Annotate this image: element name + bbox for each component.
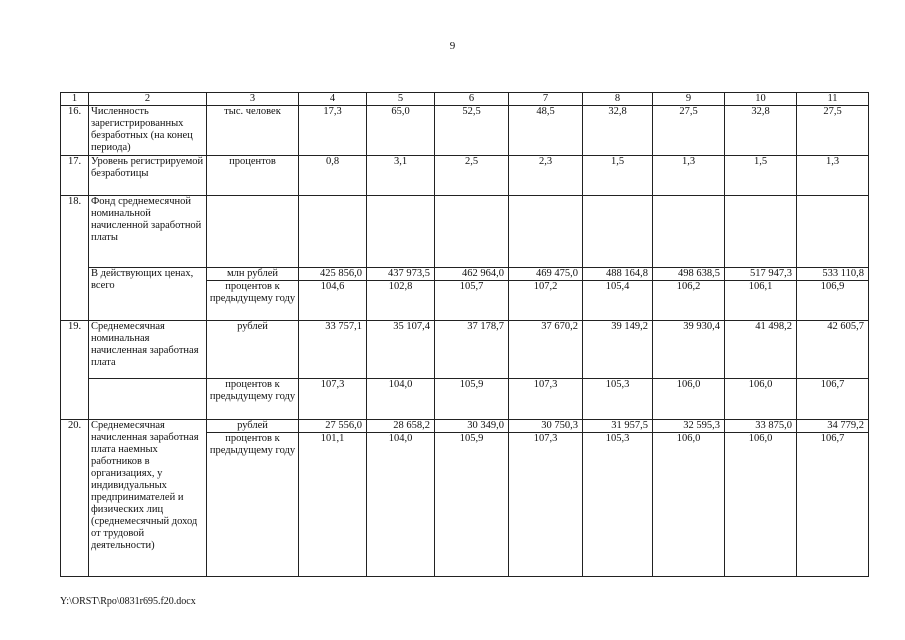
value-cell: 105,9 [435,379,509,420]
row-unit: млн рублей [207,268,299,281]
row-label: Среднемесячная номинальная начисленная заработная плата [89,321,207,379]
row-number: 18. [61,196,89,268]
header-cell: 9 [653,93,725,106]
header-cell: 5 [367,93,435,106]
empty-cell [435,196,509,268]
row-label: Фонд среднемесячной номинальной начисленной заработной платы [89,196,207,268]
value-cell: 42 605,7 [797,321,869,379]
empty-cell [61,379,89,420]
value-cell: 3,1 [367,156,435,196]
empty-cell [89,379,207,420]
value-cell: 533 110,8 [797,268,869,281]
row-unit: рублей [207,321,299,379]
value-cell: 2,3 [509,156,583,196]
value-cell: 1,5 [725,156,797,196]
value-cell: 65,0 [367,106,435,156]
value-cell: 106,0 [725,379,797,420]
value-cell: 105,4 [583,281,653,321]
value-cell: 1,5 [583,156,653,196]
value-cell: 498 638,5 [653,268,725,281]
value-cell: 488 164,8 [583,268,653,281]
row-label: Уровень регистрируемой безработицы [89,156,207,196]
value-cell: 107,3 [299,379,367,420]
value-cell: 48,5 [509,106,583,156]
value-cell: 39 149,2 [583,321,653,379]
row-unit: тыс. человек [207,106,299,156]
header-row [61,93,869,106]
value-cell: 0,8 [299,156,367,196]
value-cell: 34 779,2 [797,420,869,433]
value-cell: 28 658,2 [367,420,435,433]
row-number: 19. [61,321,89,379]
value-cell: 33 757,1 [299,321,367,379]
value-cell: 106,0 [653,379,725,420]
value-cell: 106,0 [653,433,725,577]
value-cell: 107,2 [509,281,583,321]
empty-cell [725,196,797,268]
value-cell: 102,8 [367,281,435,321]
value-cell: 52,5 [435,106,509,156]
value-cell: 105,3 [583,433,653,577]
value-cell: 105,9 [435,433,509,577]
value-cell: 104,6 [299,281,367,321]
empty-cell [61,281,89,321]
row-unit: процентов к предыдущему году [207,433,299,577]
value-cell: 106,0 [725,433,797,577]
value-cell: 469 475,0 [509,268,583,281]
table-row [61,268,869,281]
empty-cell [509,196,583,268]
value-cell: 104,0 [367,379,435,420]
row-label: Среднемесячная начисленная заработная плата наемных работников в организациях, у индивидуальных предпринимателей и физических лиц (среднемесячный доход от трудовой деятельности) [89,420,207,577]
row-number: 16. [61,106,89,156]
table-row [61,196,869,268]
row-unit: процентов [207,156,299,196]
header-cell: 2 [89,93,207,106]
empty-cell [61,268,89,281]
value-cell: 107,3 [509,433,583,577]
value-cell: 31 957,5 [583,420,653,433]
value-cell: 425 856,0 [299,268,367,281]
value-cell: 105,7 [435,281,509,321]
header-cell: 6 [435,93,509,106]
row-sublabel: В действующих ценах, всего [89,268,207,321]
empty-cell [367,196,435,268]
value-cell: 437 973,5 [367,268,435,281]
value-cell: 462 964,0 [435,268,509,281]
header-cell: 1 [61,93,89,106]
value-cell: 39 930,4 [653,321,725,379]
header-cell: 3 [207,93,299,106]
empty-cell [207,196,299,268]
value-cell: 32 595,3 [653,420,725,433]
value-cell: 1,3 [653,156,725,196]
empty-cell [653,196,725,268]
header-cell: 10 [725,93,797,106]
value-cell: 27,5 [653,106,725,156]
value-cell: 27 556,0 [299,420,367,433]
value-cell: 30 349,0 [435,420,509,433]
row-unit: процентов к предыдущему году [207,379,299,420]
row-number: 17. [61,156,89,196]
table-row [61,379,869,420]
value-cell: 106,2 [653,281,725,321]
empty-cell [299,196,367,268]
row-label: Численность зарегистрированных безработных (на конец периода) [89,106,207,156]
empty-cell [583,196,653,268]
file-path-footer: Y:\ORST\Rpo\0831r695.f20.docx [60,596,196,607]
value-cell: 107,3 [509,379,583,420]
value-cell: 106,1 [725,281,797,321]
value-cell: 106,7 [797,433,869,577]
value-cell: 30 750,3 [509,420,583,433]
value-cell: 27,5 [797,106,869,156]
row-unit: рублей [207,420,299,433]
table-row [61,106,869,156]
value-cell: 32,8 [725,106,797,156]
value-cell: 106,7 [797,379,869,420]
table-row [61,420,869,433]
value-cell: 33 875,0 [725,420,797,433]
empty-cell [797,196,869,268]
header-cell: 8 [583,93,653,106]
indicators-table [60,92,869,577]
value-cell: 105,3 [583,379,653,420]
table-row [61,321,869,379]
value-cell: 101,1 [299,433,367,577]
value-cell: 517 947,3 [725,268,797,281]
value-cell: 1,3 [797,156,869,196]
row-unit: процентов к предыдущему году [207,281,299,321]
table-row [61,156,869,196]
value-cell: 104,0 [367,433,435,577]
value-cell: 35 107,4 [367,321,435,379]
value-cell: 32,8 [583,106,653,156]
page-number: 9 [449,40,456,52]
value-cell: 2,5 [435,156,509,196]
header-cell: 11 [797,93,869,106]
value-cell: 37 670,2 [509,321,583,379]
value-cell: 37 178,7 [435,321,509,379]
header-cell: 7 [509,93,583,106]
header-cell: 4 [299,93,367,106]
value-cell: 106,9 [797,281,869,321]
row-number: 20. [61,420,89,577]
value-cell: 17,3 [299,106,367,156]
value-cell: 41 498,2 [725,321,797,379]
